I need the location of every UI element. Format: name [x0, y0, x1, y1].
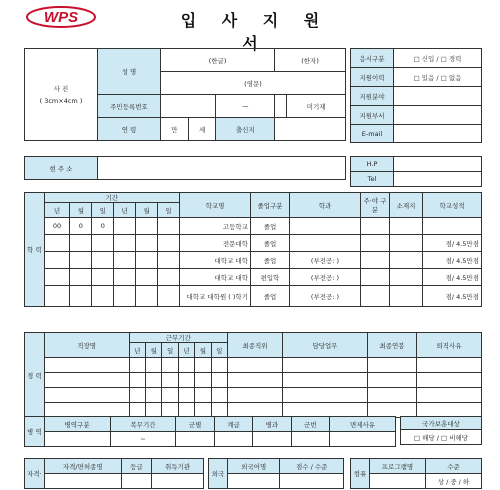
career-period-header: 근무기간	[129, 333, 227, 343]
career-row	[25, 373, 482, 388]
marital-status: 미기재	[287, 95, 346, 118]
career-row	[25, 358, 482, 373]
page-title: 입 사 지 원 서	[180, 11, 330, 53]
age-prefix: 만	[161, 118, 189, 141]
career-year-end: 년	[178, 343, 194, 358]
edu-day-end: 일	[158, 203, 180, 218]
career-table	[24, 332, 482, 418]
edu-row: 대학교 대학 졸업 (부전공: ) 점/ 4.5만점	[25, 252, 482, 269]
rrn-label: 주민등록번호	[98, 95, 161, 118]
military-branch-header: 군별	[176, 417, 214, 432]
name-label: 성 명	[98, 49, 161, 95]
lang-score-header: 점수 / 수준	[280, 459, 344, 474]
veteran-options[interactable]: □ 해당 / □ 비해당	[401, 430, 482, 445]
cert-name-header: 자격/면허종명	[44, 459, 121, 474]
edu-period-header: 기간	[44, 193, 179, 203]
military-period-input[interactable]: ~	[110, 432, 176, 447]
address-table	[24, 156, 346, 180]
edu-row: 대학교 대학원 ( )학기 졸업 (부전공: ) 점/ 4.5만점	[25, 286, 482, 307]
age-unit[interactable]: 세	[188, 118, 216, 141]
veteran-table	[400, 416, 482, 445]
military-specialty-header: 병과	[253, 417, 291, 432]
oa-level-header: 수준	[425, 459, 481, 474]
career-side-label: 경 력	[25, 333, 45, 418]
apply-field-input[interactable]	[394, 87, 482, 106]
apply-info-table	[350, 48, 482, 143]
lang-side-label: 외국	[209, 459, 228, 489]
hp-input[interactable]	[394, 157, 482, 172]
company-logo	[26, 6, 96, 28]
svg-text:WPS: WPS	[43, 9, 79, 26]
oa-side-label: 컴퓨	[351, 459, 370, 489]
career-day-end: 일	[211, 343, 227, 358]
military-rank-header: 계급	[214, 417, 252, 432]
edu-grad-header: 졸업구분	[251, 193, 290, 218]
lang-name-header: 외국어명	[228, 459, 280, 474]
edu-school-header: 학교명	[180, 193, 251, 218]
edu-month-start: 월	[70, 203, 92, 218]
language-table	[208, 458, 344, 489]
hp-label: H.P	[351, 157, 394, 172]
photo-label: 사 진	[53, 84, 69, 93]
military-exempt-header: 면제사유	[330, 417, 396, 432]
career-year-start: 년	[129, 343, 145, 358]
career-month-start: 월	[146, 343, 162, 358]
military-side-label: 병 역	[25, 417, 45, 447]
career-row	[25, 388, 482, 403]
career-day-start: 일	[162, 343, 178, 358]
edu-year-start: 년	[44, 203, 70, 218]
oa-program-header: 프로그램명	[370, 459, 426, 474]
name-english-field[interactable]: (영문)	[161, 72, 346, 95]
email-input[interactable]	[394, 125, 482, 143]
edu-location-header: 소재지	[390, 193, 423, 218]
edu-row: 00 0 0 고등학교 졸업	[25, 218, 482, 235]
military-type-header: 병역구분	[44, 417, 110, 432]
career-salary-header: 최종연봉	[368, 333, 417, 358]
apply-type-options[interactable]: □ 신입 / □ 경력	[394, 49, 482, 68]
name-hanja-field[interactable]: (한자)	[275, 49, 346, 72]
edu-grade-header: 학교성적	[423, 193, 482, 218]
rrn-field-front[interactable]	[161, 95, 216, 118]
photo-box[interactable]	[25, 49, 98, 141]
address-input[interactable]	[98, 157, 346, 180]
address-label: 현 주 소	[25, 157, 98, 180]
apply-dept-label: 지원부서	[351, 106, 394, 125]
photo-size: ( 3cm×4cm )	[39, 96, 83, 105]
apply-history-options[interactable]: □ 있음 / □ 없음	[394, 68, 482, 87]
edu-row: 대학교 대학 편입학 (부전공: ) 점/ 4.5만점	[25, 269, 482, 286]
veteran-label: 국가보훈대상	[401, 417, 482, 430]
email-label: E-mail	[351, 125, 394, 143]
birthplace-label: 출신지	[216, 118, 275, 141]
edu-major-header: 학과	[290, 193, 361, 218]
cert-grade-header: 등급	[121, 459, 151, 474]
education-side-label: 학 력	[25, 193, 45, 307]
name-hangul-field[interactable]: (한글)	[161, 49, 275, 72]
edu-year-end: 년	[114, 203, 136, 218]
apply-dept-input[interactable]	[394, 106, 482, 125]
apply-field-label: 지원분야	[351, 87, 394, 106]
career-duty-header: 담당업무	[283, 333, 368, 358]
edu-day-start: 일	[92, 203, 114, 218]
cert-table	[24, 458, 204, 489]
edu-row: 전문대학 졸업 점/ 4.5만점	[25, 235, 482, 252]
rrn-field-back[interactable]	[275, 95, 287, 118]
phone-table	[350, 156, 482, 187]
edu-month-end: 월	[136, 203, 158, 218]
apply-type-label: 응시구분	[351, 49, 394, 68]
education-table	[24, 192, 482, 307]
birthplace-field[interactable]	[275, 118, 346, 141]
cert-side-label: 자격·	[25, 459, 45, 489]
tel-input[interactable]	[394, 172, 482, 187]
career-month-end: 월	[195, 343, 211, 358]
military-table	[24, 416, 396, 447]
apply-history-label: 지원이력	[351, 68, 394, 87]
oa-table	[350, 458, 482, 489]
career-reason-header: 퇴직사유	[417, 333, 482, 358]
personal-info-table	[24, 48, 346, 141]
military-number-header: 군번	[291, 417, 329, 432]
oa-level-value[interactable]: 상 / 중 / 하	[425, 474, 481, 489]
cert-issuer-header: 취득기관	[152, 459, 204, 474]
military-period-header: 복무기간	[110, 417, 176, 432]
age-label: 연 령	[98, 118, 161, 141]
edu-daytime-header: 주·야 구분	[361, 193, 390, 218]
rrn-dash: —	[216, 95, 275, 118]
tel-label: Tel	[351, 172, 394, 187]
career-position-header: 최종직위	[228, 333, 283, 358]
career-company-header: 직장명	[44, 333, 129, 358]
